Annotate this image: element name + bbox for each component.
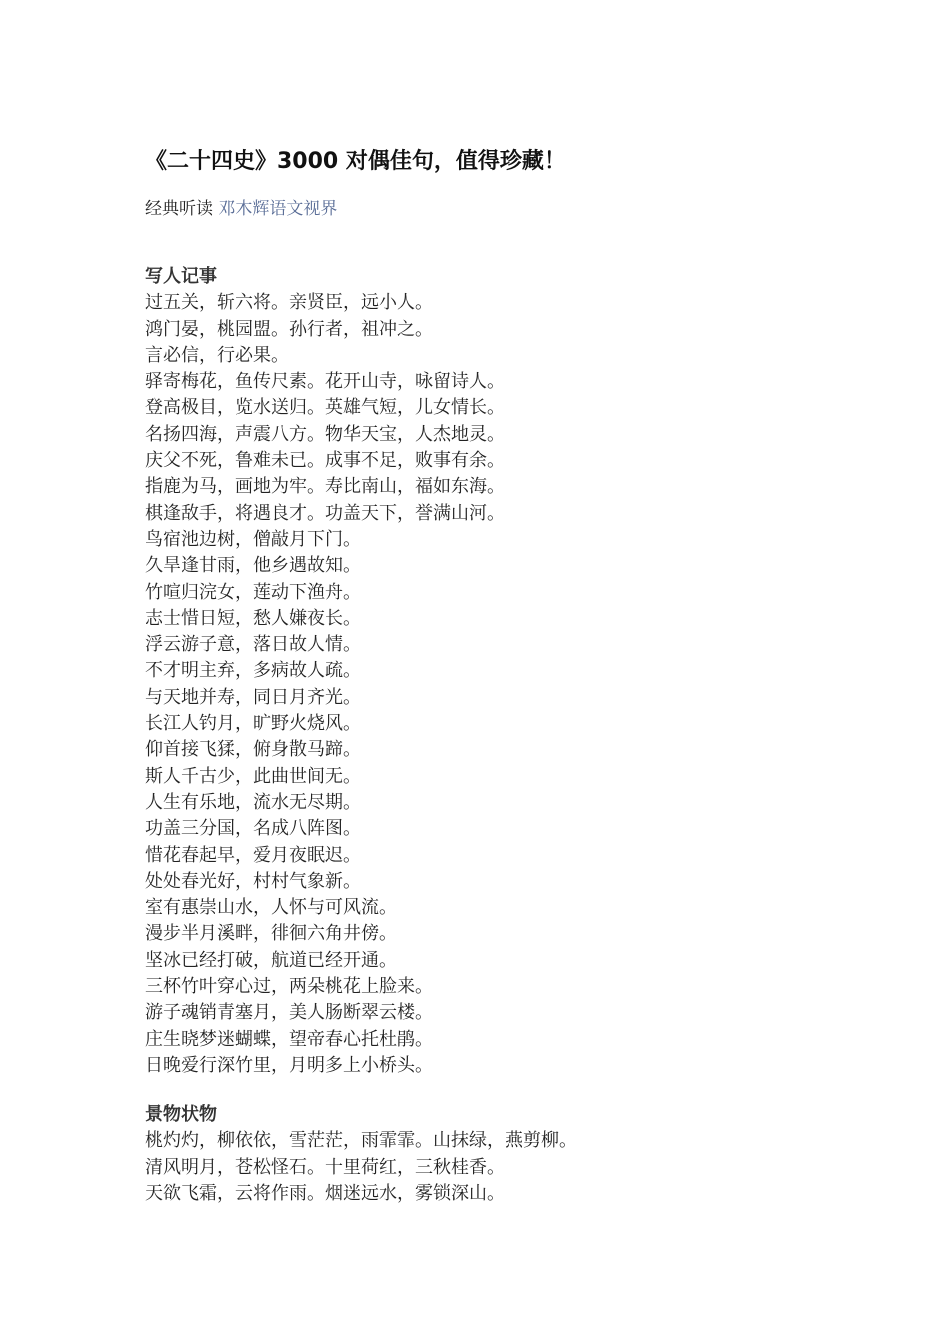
couplet-line: 与天地并寿，同日月齐光。 [145, 686, 361, 708]
article-title: 《二十四史》3000 对偶佳句，值得珍藏！ [145, 149, 566, 174]
section-character-events [145, 264, 505, 1079]
couplet-line: 处处春光好，村村气象新。 [145, 870, 361, 892]
couplet-line: 长江人钓月，旷野火烧风。 [145, 713, 361, 735]
couplet-line: 三杯竹叶穿心过，两朵桃花上脸来。 [145, 976, 433, 998]
couplet-line: 登高极目，览水送归。英雄气短，儿女情长。 [145, 397, 505, 419]
couplet-line: 庆父不死，鲁难未已。成事不足，败事有余。 [145, 450, 505, 472]
section-scenery-objects [145, 1102, 577, 1207]
couplet-line: 名扬四海，声震八方。物华天宝，人杰地灵。 [145, 423, 505, 445]
couplet-line: 不才明主弃，多病故人疏。 [145, 660, 361, 682]
couplet-line: 棋逢敌手，将遇良才。功盖天下，誉满山河。 [145, 502, 505, 524]
author-name: 经典听读 [145, 199, 213, 219]
couplet-line: 日晚爱行深竹里，月明多上小桥头。 [145, 1054, 433, 1076]
couplet-line: 游子魂销青塞月，美人肠断翠云楼。 [145, 1002, 433, 1024]
couplet-line: 浮云游子意，落日故人情。 [145, 634, 361, 656]
couplet-line: 指鹿为马，画地为牢。寿比南山，福如东海。 [145, 476, 505, 498]
couplet-line: 过五关，斩六将。亲贤臣，远小人。 [145, 292, 433, 314]
article-meta [145, 197, 337, 221]
couplet-line: 坚冰已经打破，航道已经开通。 [145, 949, 397, 971]
couplet-list [145, 1128, 577, 1207]
couplet-line: 驿寄梅花，鱼传尺素。花开山寺，咏留诗人。 [145, 371, 505, 393]
couplet-line: 鸿门晏，桃园盟。孙行者，祖冲之。 [145, 318, 433, 340]
couplet-line: 桃灼灼，柳依依，雪茫茫，雨霏霏。山抹绿，燕剪柳。 [145, 1130, 577, 1152]
couplet-line: 人生有乐地，流水无尽期。 [145, 791, 361, 813]
couplet-line: 惜花春起早，爱月夜眠迟。 [145, 844, 361, 866]
couplet-line: 志士惜日短，愁人嫌夜长。 [145, 607, 361, 629]
couplet-line: 仰首接飞猱，俯身散马蹄。 [145, 739, 361, 761]
couplet-line: 竹喧归浣女，莲动下渔舟。 [145, 581, 361, 603]
couplet-line: 鸟宿池边树，僧敲月下门。 [145, 528, 361, 550]
couplet-list [145, 290, 505, 1079]
couplet-line: 久旱逢甘雨，他乡遇故知。 [145, 555, 361, 577]
section-heading: 写人记事 [145, 266, 217, 287]
section-heading: 景物状物 [145, 1104, 217, 1125]
account-link[interactable]: 邓木辉语文视界 [218, 199, 338, 219]
couplet-line: 庄生晓梦迷蝴蝶，望帝春心托杜鹃。 [145, 1028, 433, 1050]
couplet-line: 斯人千古少，此曲世间无。 [145, 765, 361, 787]
couplet-line: 言必信，行必果。 [145, 344, 289, 366]
couplet-line: 天欲飞霜，云将作雨。烟迷远水，雾锁深山。 [145, 1182, 505, 1204]
couplet-line: 漫步半月溪畔，徘徊六角井傍。 [145, 923, 397, 945]
couplet-line: 功盖三分国，名成八阵图。 [145, 818, 361, 840]
couplet-line: 清风明月，苍松怪石。十里荷红，三秋桂香。 [145, 1156, 505, 1178]
couplet-line: 室有惠崇山水，人怀与可风流。 [145, 897, 397, 919]
